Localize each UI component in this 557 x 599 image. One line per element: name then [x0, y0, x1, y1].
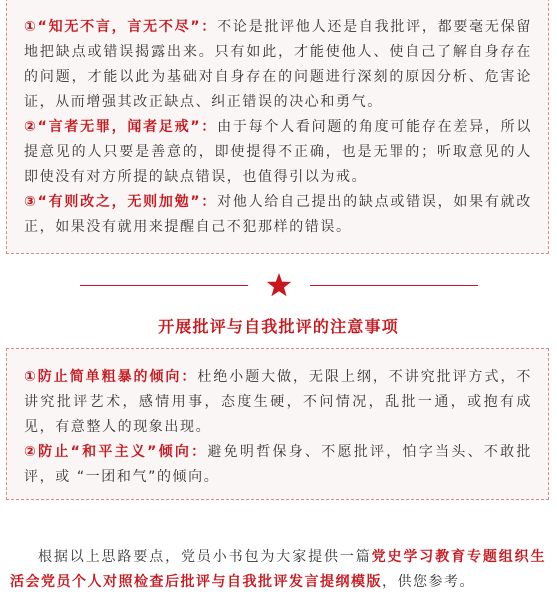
divider-rule-right	[310, 285, 478, 286]
closing-paragraph	[10, 545, 546, 595]
divider-rule-left	[80, 285, 248, 286]
section-divider	[0, 272, 557, 298]
star-icon	[266, 272, 292, 298]
section-heading: 开展批评与自我批评的注意事项	[158, 317, 399, 336]
closing-text-before: 根据以上思路要点，党员小书包为大家提供一篇	[38, 549, 372, 565]
principle-item	[24, 115, 532, 190]
principles-box	[6, 0, 549, 254]
principle-text: 不论是批评他人还是自我批评，都要毫无保留地把缺点或错误揭露出来。只有如此，才能使他人、使自己了解自身存在的问题，才能以此为基础对自身存在的问题进行深刻的原因分析、危害论证，从而增强其改正缺点、纠正错误的决心和勇气。	[24, 19, 532, 110]
principle-lead: ①“知无不言，言无不尽”：	[24, 19, 218, 35]
caution-lead: ②防止“和平主义”倾向：	[24, 444, 208, 460]
principle-item	[24, 15, 532, 115]
caution-text: 杜绝小题大做，无限上纲，不讲究批评方式，不讲究批评艺术，感情用事，态度生硬，不问情况，乱批一通，或抱有成见，有意整人的现象出现。	[24, 369, 532, 435]
closing-text-after: ，供您参考。	[382, 574, 475, 590]
template-title-highlight: 党史学习教育专题组织生活会党员个人对照检查后批评与自我批评发言提纲模版	[10, 549, 547, 590]
caution-item	[24, 440, 532, 490]
cautions-box	[6, 348, 549, 500]
caution-lead: ①防止简单粗暴的倾向：	[24, 369, 198, 385]
principle-text: 由于每个人看问题的角度可能存在差异，所以提意见的人只要是善意的，即使提得不正确，也是无罪的；听取意见的人即使没有对方所提的缺点错误，也值得引以为戒。	[24, 119, 532, 185]
principle-lead: ②“言者无罪，闻者足戒”：	[24, 119, 218, 135]
principle-text: 对他人给自己提出的缺点或错误，如果有就改正，如果没有就用来提醒自己不犯那样的错误。	[24, 194, 532, 235]
principle-item	[24, 190, 532, 240]
principle-lead: ③“有则改之，无则加勉”：	[24, 194, 218, 210]
caution-item	[24, 365, 532, 440]
caution-text: 避免明哲保身、不愿批评，怕字当头、不敢批评，或 “一团和气”的倾向。	[24, 444, 532, 485]
